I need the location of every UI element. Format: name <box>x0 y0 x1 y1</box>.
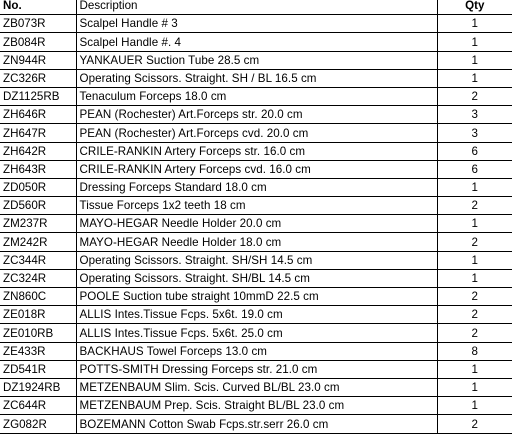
cell-description[interactable]: Operating Scissors. Straight. SH/SH 14.5 cm <box>76 251 437 269</box>
cell-quantity[interactable]: 6 <box>437 160 512 178</box>
cell-item-number[interactable]: ZN944R <box>0 51 76 69</box>
cell-description[interactable]: Operating Scissors. Straight. SH/BL 14.5 cm <box>76 269 437 287</box>
cell-description[interactable]: PEAN (Rochester) Art.Forceps str. 20.0 cm <box>76 106 437 124</box>
cell-item-number[interactable]: ZN860C <box>0 288 76 306</box>
cell-item-number[interactable]: ZC324R <box>0 269 76 287</box>
cell-item-number[interactable]: ZD541R <box>0 360 76 378</box>
header-no[interactable]: No. <box>0 0 76 15</box>
table-row <box>0 415 512 433</box>
header-row <box>0 0 512 15</box>
cell-quantity[interactable]: 1 <box>437 251 512 269</box>
cell-quantity[interactable]: 1 <box>437 178 512 196</box>
table-row <box>0 160 512 178</box>
table-row <box>0 51 512 69</box>
cell-item-number[interactable]: ZB084R <box>0 33 76 51</box>
cell-description[interactable]: POOLE Suction tube straight 10mmD 22.5 cm <box>76 288 437 306</box>
table-row <box>0 178 512 196</box>
table-row <box>0 69 512 87</box>
cell-quantity[interactable]: 2 <box>437 306 512 324</box>
cell-item-number[interactable]: ZH643R <box>0 160 76 178</box>
cell-description[interactable]: Tissue Forceps 1x2 teeth 18 cm <box>76 197 437 215</box>
cell-quantity[interactable]: 2 <box>437 288 512 306</box>
table-row <box>0 269 512 287</box>
table-row <box>0 397 512 415</box>
cell-item-number[interactable]: ZC644R <box>0 397 76 415</box>
table-row <box>0 124 512 142</box>
cell-quantity[interactable]: 1 <box>437 378 512 396</box>
cell-item-number[interactable]: ZB073R <box>0 15 76 33</box>
cell-item-number[interactable]: ZH647R <box>0 124 76 142</box>
cell-quantity[interactable]: 3 <box>437 106 512 124</box>
cell-quantity[interactable]: 1 <box>437 69 512 87</box>
cell-item-number[interactable]: ZE433R <box>0 342 76 360</box>
cell-item-number[interactable]: DZ1125RB <box>0 87 76 105</box>
table-row <box>0 306 512 324</box>
cell-quantity[interactable]: 2 <box>437 197 512 215</box>
cell-description[interactable]: CRILE-RANKIN Artery Forceps cvd. 16.0 cm <box>76 160 437 178</box>
cell-item-number[interactable]: ZH642R <box>0 142 76 160</box>
cell-item-number[interactable]: ZE010RB <box>0 324 76 342</box>
cell-quantity[interactable]: 1 <box>437 397 512 415</box>
cell-quantity[interactable]: 1 <box>437 215 512 233</box>
table-row <box>0 324 512 342</box>
table-row <box>0 342 512 360</box>
header-qty[interactable]: Qty <box>437 0 512 15</box>
cell-item-number[interactable]: ZG082R <box>0 415 76 433</box>
cell-description[interactable]: Tenaculum Forceps 18.0 cm <box>76 87 437 105</box>
header-description[interactable]: Description <box>76 0 437 15</box>
cell-item-number[interactable]: ZD560R <box>0 197 76 215</box>
cell-description[interactable]: MAYO-HEGAR Needle Holder 20.0 cm <box>76 215 437 233</box>
cell-description[interactable]: METZENBAUM Prep. Scis. Straight BL/BL 23.0 cm <box>76 397 437 415</box>
table-row <box>0 360 512 378</box>
cell-quantity[interactable]: 1 <box>437 33 512 51</box>
table-body <box>0 15 512 433</box>
cell-quantity[interactable]: 8 <box>437 342 512 360</box>
table-row <box>0 288 512 306</box>
table-row <box>0 233 512 251</box>
table-row <box>0 15 512 33</box>
table-row <box>0 106 512 124</box>
cell-item-number[interactable]: ZM242R <box>0 233 76 251</box>
cell-item-number[interactable]: ZE018R <box>0 306 76 324</box>
cell-description[interactable]: Scalpel Handle # 3 <box>76 15 437 33</box>
cell-quantity[interactable]: 1 <box>437 360 512 378</box>
cell-quantity[interactable]: 2 <box>437 87 512 105</box>
cell-description[interactable]: CRILE-RANKIN Artery Forceps str. 16.0 cm <box>76 142 437 160</box>
table-row <box>0 87 512 105</box>
table-row <box>0 197 512 215</box>
cell-description[interactable]: PEAN (Rochester) Art.Forceps cvd. 20.0 cm <box>76 124 437 142</box>
cell-description[interactable]: METZENBAUM Slim. Scis. Curved BL/BL 23.0 cm <box>76 378 437 396</box>
cell-item-number[interactable]: ZC326R <box>0 69 76 87</box>
cell-description[interactable]: ALLIS Intes.Tissue Fcps. 5x6t. 25.0 cm <box>76 324 437 342</box>
cell-quantity[interactable]: 1 <box>437 269 512 287</box>
cell-item-number[interactable]: ZD050R <box>0 178 76 196</box>
cell-quantity[interactable]: 1 <box>437 51 512 69</box>
cell-description[interactable]: YANKAUER Suction Tube 28.5 cm <box>76 51 437 69</box>
table-row <box>0 215 512 233</box>
cell-quantity[interactable]: 2 <box>437 415 512 433</box>
cell-item-number[interactable]: ZM237R <box>0 215 76 233</box>
cell-quantity[interactable]: 6 <box>437 142 512 160</box>
cell-item-number[interactable]: DZ1924RB <box>0 378 76 396</box>
cell-description[interactable]: ALLIS Intes.Tissue Fcps. 5x6t. 19.0 cm <box>76 306 437 324</box>
cell-quantity[interactable]: 2 <box>437 324 512 342</box>
table-row <box>0 33 512 51</box>
cell-description[interactable]: POTTS-SMITH Dressing Forceps str. 21.0 cm <box>76 360 437 378</box>
cell-description[interactable]: BACKHAUS Towel Forceps 13.0 cm <box>76 342 437 360</box>
cell-item-number[interactable]: ZC344R <box>0 251 76 269</box>
cell-quantity[interactable]: 2 <box>437 233 512 251</box>
cell-description[interactable]: Dressing Forceps Standard 18.0 cm <box>76 178 437 196</box>
table-row <box>0 142 512 160</box>
table-row <box>0 251 512 269</box>
cell-description[interactable]: BOZEMANN Cotton Swab Fcps.str.serr 26.0 cm <box>76 415 437 433</box>
cell-item-number[interactable]: ZH646R <box>0 106 76 124</box>
table-row <box>0 378 512 396</box>
cell-description[interactable]: Scalpel Handle #. 4 <box>76 33 437 51</box>
cell-quantity[interactable]: 1 <box>437 15 512 33</box>
cell-description[interactable]: Operating Scissors. Straight. SH / BL 16.5 cm <box>76 69 437 87</box>
cell-quantity[interactable]: 3 <box>437 124 512 142</box>
cell-description[interactable]: MAYO-HEGAR Needle Holder 18.0 cm <box>76 233 437 251</box>
